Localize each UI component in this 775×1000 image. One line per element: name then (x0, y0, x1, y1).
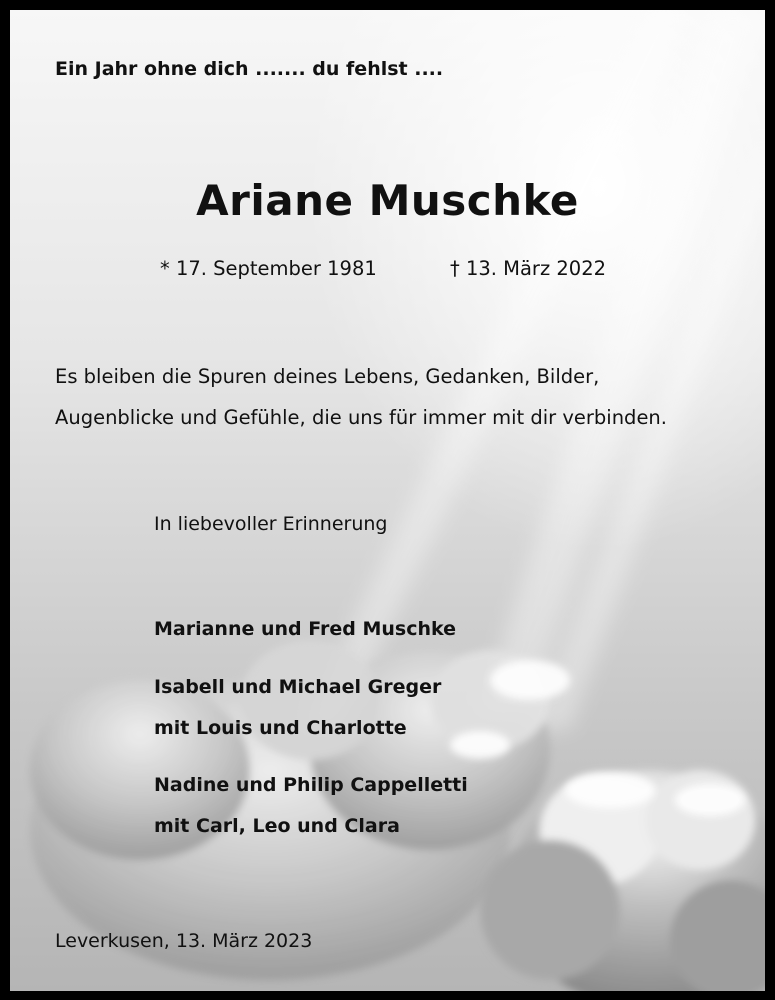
mourner-line: Nadine und Philip Cappelletti (154, 774, 468, 796)
death-date: † 13. März 2022 (450, 257, 607, 280)
mourner-line: mit Carl, Leo und Clara (154, 815, 400, 837)
mourner-line: Isabell und Michael Greger (154, 676, 442, 698)
verse-line: Es bleiben die Spuren deines Lebens, Gedanken, Bilder, (55, 365, 600, 388)
mourner-line: mit Louis und Charlotte (154, 717, 407, 739)
birth-date: * 17. September 1981 (160, 257, 377, 280)
verse-line: Augenblicke und Gefühle, die uns für immer mit dir verbinden. (55, 406, 667, 429)
deceased-name: Ariane Muschke (196, 176, 579, 225)
place-and-date: Leverkusen, 13. März 2023 (55, 930, 313, 952)
memory-line: In liebevoller Erinnerung (154, 513, 388, 535)
clouds-background-image (10, 10, 765, 991)
opening-line: Ein Jahr ohne dich ....... du fehlst .... (55, 58, 444, 80)
mourner-line: Marianne und Fred Muschke (154, 618, 457, 640)
